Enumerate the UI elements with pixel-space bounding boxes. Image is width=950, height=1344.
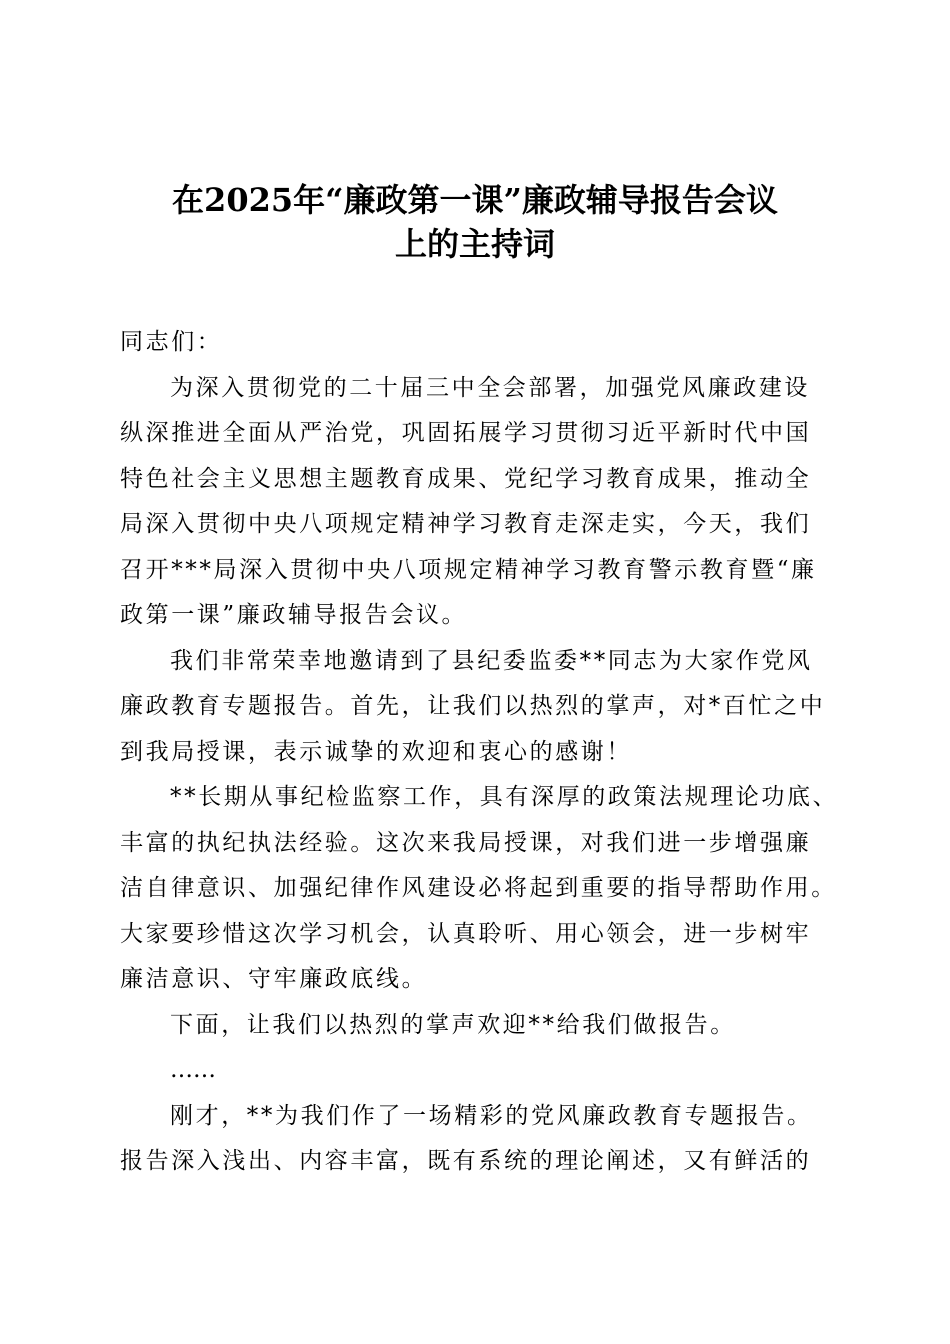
paragraph-line: 廉洁意识、守牢廉政底线。 — [120, 966, 428, 992]
paragraph-line: 刚才，**为我们作了一场精彩的党风廉政教育专题报告。 — [170, 1102, 813, 1129]
title-line-1: 在2025年“廉政第一课”廉政辅导报告会议 — [172, 181, 778, 219]
ellipsis-line: …… — [170, 1057, 216, 1083]
paragraph-line: 召开***局深入贯彻中央八项规定精神学习教育警示教育暨“廉 — [120, 556, 817, 583]
paragraph-line: 局深入贯彻中央八项规定精神学习教育走深走实，今天，我们 — [120, 511, 812, 537]
paragraph-line: 下面，让我们以热烈的掌声欢迎**给我们做报告。 — [170, 1011, 736, 1038]
title-line-2: 上的主持词 — [394, 225, 555, 263]
paragraph-line: 廉政教育专题报告。首先，让我们以热烈的掌声，对*百忙之中 — [120, 693, 826, 719]
paragraph-line: 特色社会主义思想主题教育成果、党纪学习教育成果，推动全 — [120, 465, 812, 492]
paragraph-line: 我们非常荣幸地邀请到了县纪委监委**同志为大家作党风 — [170, 647, 813, 674]
paragraph-line: 洁自律意识、加强纪律作风建设必将起到重要的指导帮助作用。 — [120, 875, 837, 901]
document-body — [120, 320, 840, 1185]
paragraph-line: 报告深入浅出、内容丰富，既有系统的理论阐述，又有鲜活的 — [120, 1148, 812, 1174]
paragraph-line: 纵深推进全面从严治党，巩固拓展学习贯彻习近平新时代中国 — [120, 420, 812, 446]
paragraph-line: **长期从事纪检监察工作，具有深厚的政策法规理论功底、 — [170, 784, 839, 810]
paragraph-line: 为深入贯彻党的二十届三中全会部署，加强党风廉政建设 — [170, 374, 810, 401]
paragraph-line: 丰富的执纪执法经验。这次来我局授课，对我们进一步增强廉 — [120, 829, 812, 856]
paragraph-line: 到我局授课，表示诚挚的欢迎和衷心的感谢！ — [120, 738, 632, 765]
salutation: 同志们： — [120, 329, 223, 355]
document-title — [60, 178, 890, 266]
paragraph-line: 大家要珍惜这次学习机会，认真聆听、用心领会，进一步树牢 — [120, 920, 812, 947]
paragraph-line: 政第一课”廉政辅导报告会议。 — [120, 602, 468, 628]
